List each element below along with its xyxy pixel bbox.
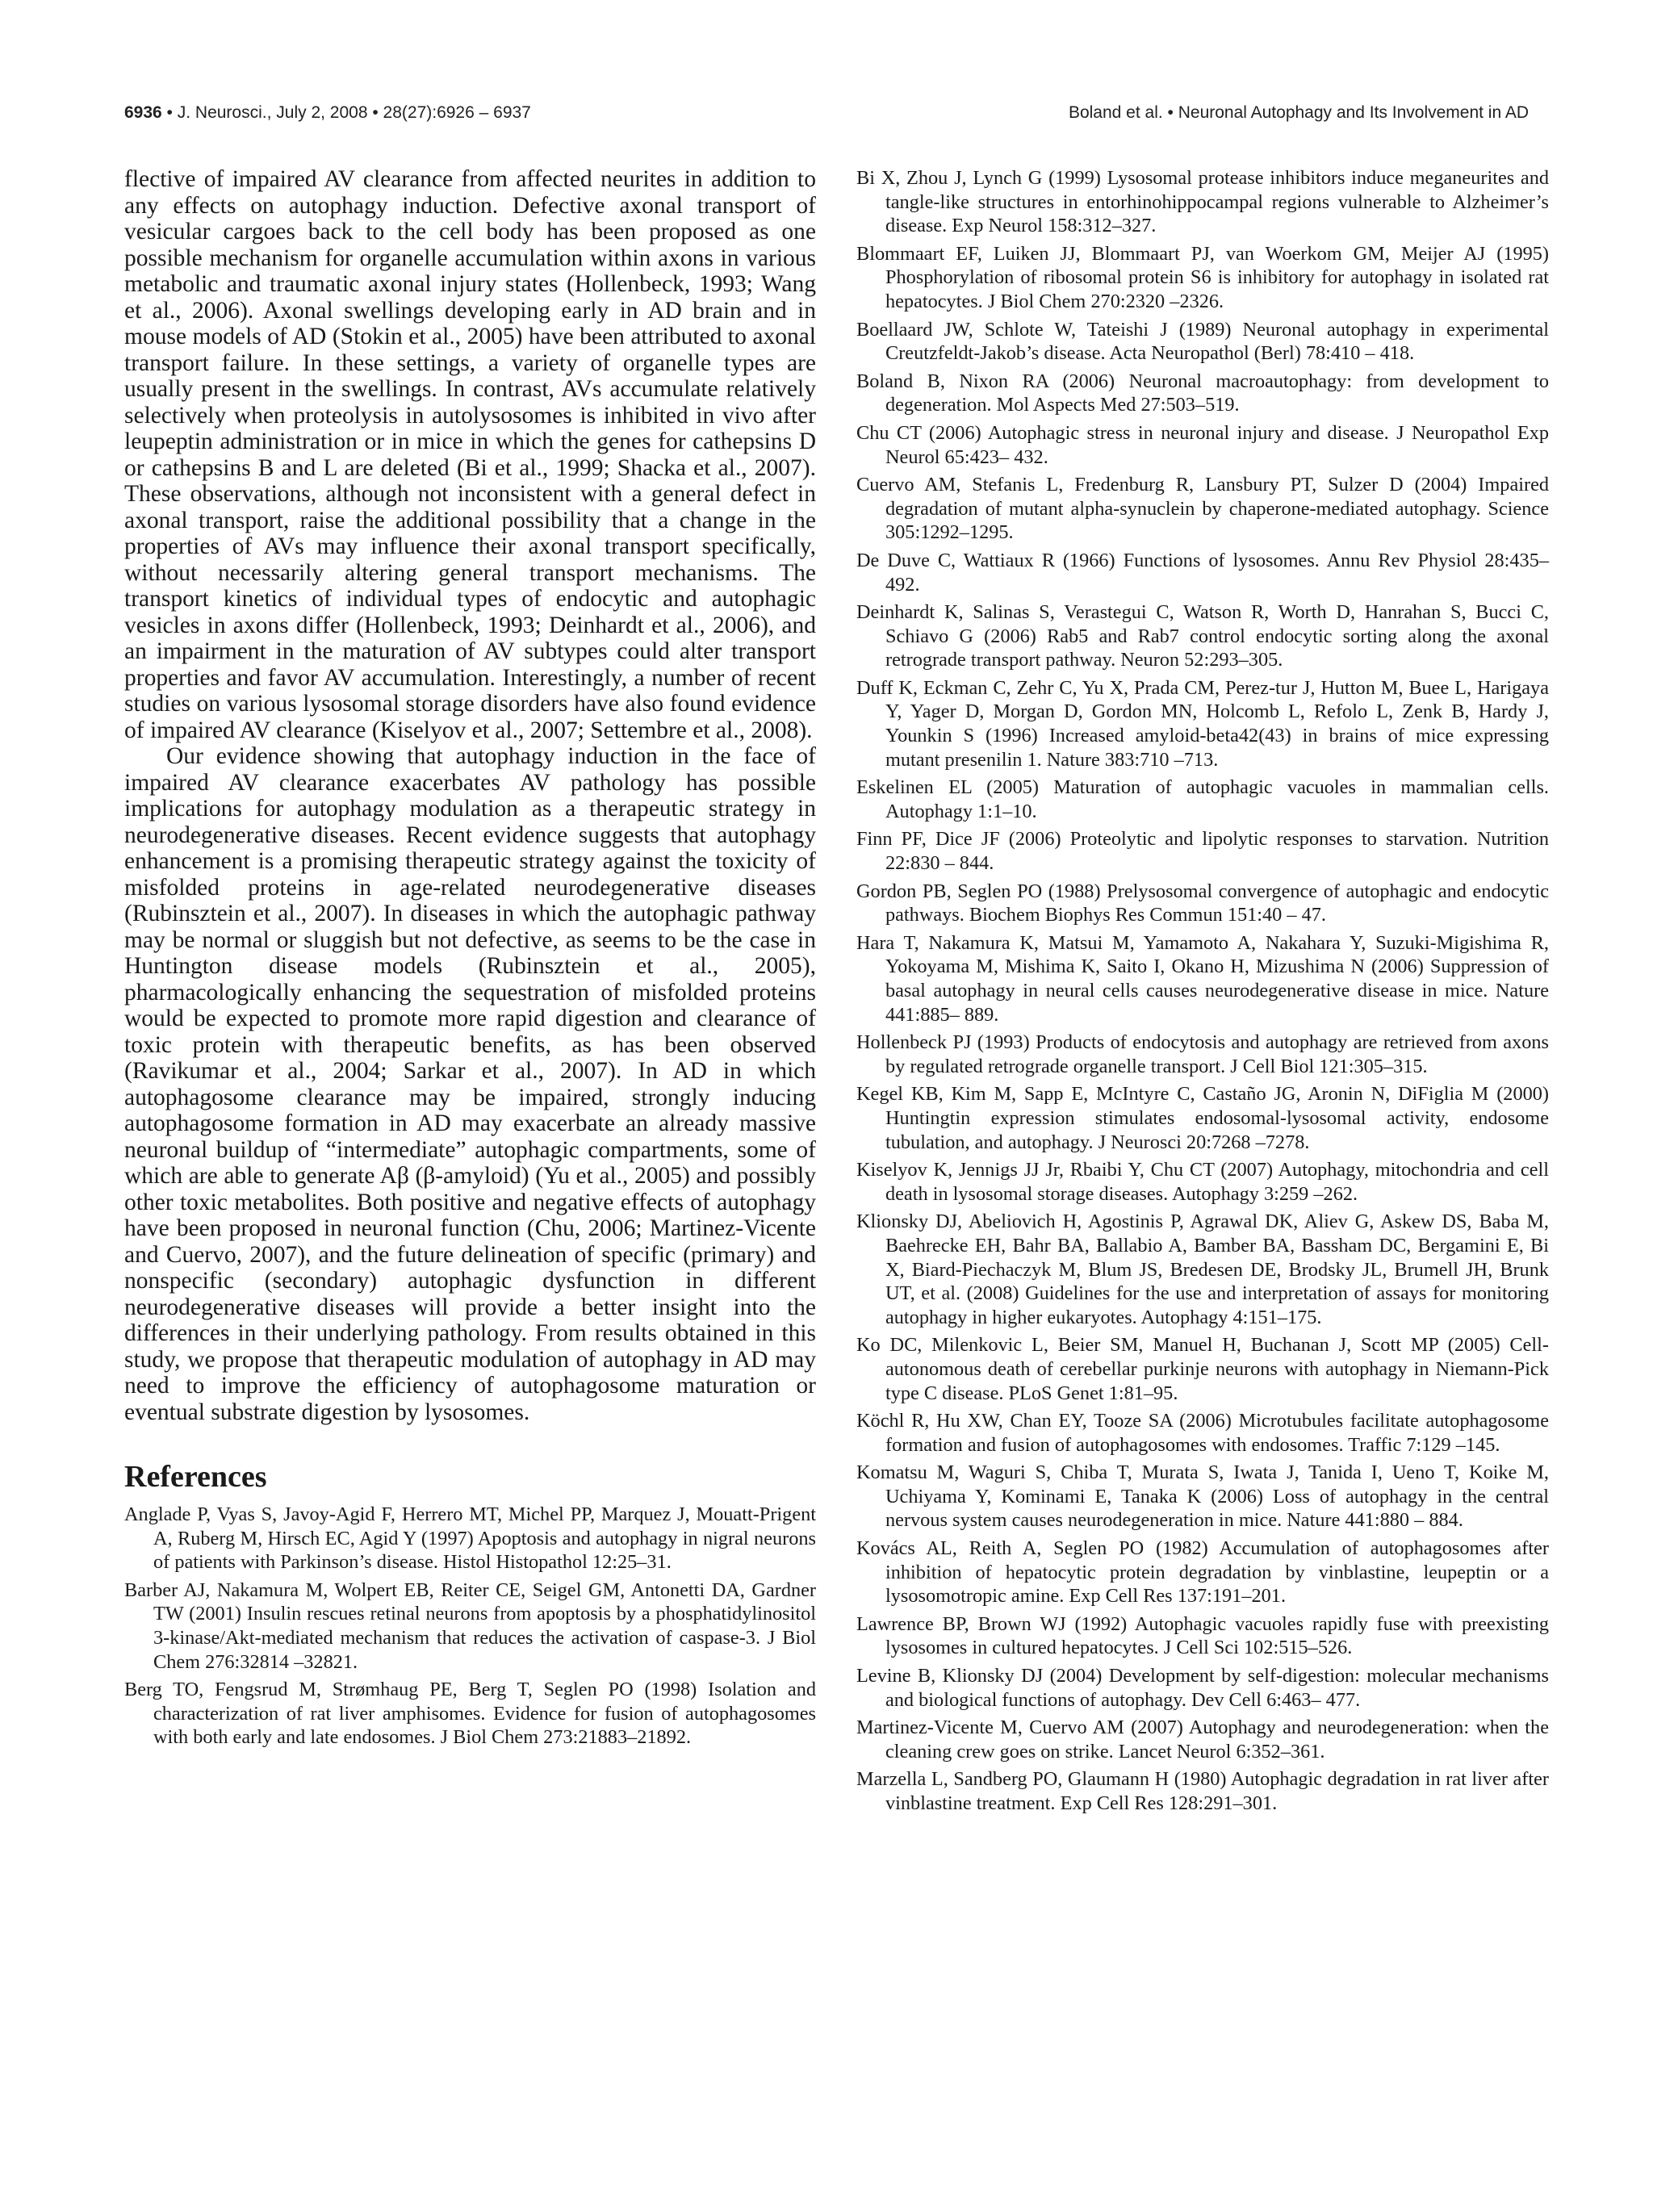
- reference-item: Gordon PB, Seglen PO (1988) Prelysosomal convergence of autophagic and endocytic pathways. Biochem Biophys Res Commun 151:40 – 47.: [856, 880, 1549, 926]
- reference-item: Hollenbeck PJ (1993) Products of endocytosis and autophagy are retrieved from axons by regulated retrograde organelle transport. J Cell Biol 121:305–315.: [856, 1031, 1549, 1077]
- reference-item: Martinez-Vicente M, Cuervo AM (2007) Autophagy and neurodegeneration: when the cleaning crew goes on strike. Lancet Neurol 6:352–361.: [856, 1716, 1549, 1762]
- reference-item: Bi X, Zhou J, Lynch G (1999) Lysosomal protease inhibitors induce meganeurites and tangle-like structures in entorhinohippocampal regions vulnerable to Alzheimer’s disease. Exp Neurol 158:312–327.: [856, 167, 1549, 237]
- reference-item: Lawrence BP, Brown WJ (1992) Autophagic vacuoles rapidly fuse with preexisting lysosomes in cultured hepatocytes. J Cell Sci 102:515–526.: [856, 1612, 1549, 1659]
- reference-item: Kovács AL, Reith A, Seglen PO (1982) Accumulation of autophagosomes after inhibition of hepatocytic protein degradation by vinblastine, leupeptin or a lysosomotropic amine. Exp Cell Res 137:191–201.: [856, 1537, 1549, 1608]
- reference-item: Cuervo AM, Stefanis L, Fredenburg R, Lansbury PT, Sulzer D (2004) Impaired degradation of mutant alpha-synuclein by chaperone-mediated autophagy. Science 305:1292–1295.: [856, 474, 1549, 544]
- references-list-right: [856, 166, 1549, 1816]
- reference-item: Komatsu M, Waguri S, Chiba T, Murata S, Iwata J, Tanida I, Ueno T, Koike M, Uchiyama Y, Kominami E, Tanaka K (2006) Loss of autophagy in the central nervous system causes neurodegeneration in mice. Nature 441:880 – 884.: [856, 1461, 1549, 1532]
- page-header: [124, 103, 1529, 136]
- reference-item: De Duve C, Wattiaux R (1966) Functions of lysosomes. Annu Rev Physiol 28:435– 492.: [856, 549, 1549, 596]
- reference-item: Duff K, Eckman C, Zehr C, Yu X, Prada CM, Perez-tur J, Hutton M, Buee L, Harigaya Y, Yager D, Morgan D, Gordon MN, Holcomb L, Refolo L, Zenk B, Hardy J, Younkin S (1996) Increased amyloid-beta42(43) in brains of mice expressing mutant presenilin 1. Nature 383:710 –713.: [856, 676, 1549, 771]
- reference-item: Kiselyov K, Jennigs JJ Jr, Rbaibi Y, Chu CT (2007) Autophagy, mitochondria and cell death in lysosomal storage diseases. Autophagy 3:259 –262.: [856, 1159, 1549, 1205]
- journal-citation: • J. Neurosci., July 2, 2008 • 28(27):6926 – 6937: [161, 103, 531, 122]
- reference-item: Kegel KB, Kim M, Sapp E, McIntyre C, Castaño JG, Aronin N, DiFiglia M (2000) Huntingtin expression stimulates endosomal-lysosomal activity, endosome tubulation, and autophagy. J Neurosci 20:7268 –7278.: [856, 1083, 1549, 1153]
- left-column: [124, 166, 816, 1754]
- reference-item: Hara T, Nakamura K, Matsui M, Yamamoto A, Nakahara Y, Suzuki-Migishima R, Yokoyama M, Mishima K, Saito I, Okano H, Mizushima N (2006) Suppression of basal autophagy in neural cells causes neurodegenerative disease in mice. Nature 441:885– 889.: [856, 931, 1549, 1026]
- reference-item: Boland B, Nixon RA (2006) Neuronal macroautophagy: from development to degeneration. Mol Aspects Med 27:503–519.: [856, 370, 1549, 416]
- reference-item: Deinhardt K, Salinas S, Verastegui C, Watson R, Worth D, Hanrahan S, Bucci C, Schiavo G (2006) Rab5 and Rab7 control endocytic sorting along the axonal retrograde transport pathway. Neuron 52:293–305.: [856, 601, 1549, 671]
- reference-item: Eskelinen EL (2005) Maturation of autophagic vacuoles in mammalian cells. Autophagy 1:1–10.: [856, 776, 1549, 822]
- running-title: Boland et al. • Neuronal Autophagy and Its Involvement in AD: [1068, 103, 1529, 122]
- reference-item: Blommaart EF, Luiken JJ, Blommaart PJ, van Woerkom GM, Meijer AJ (1995) Phosphorylation of ribosomal protein S6 is inhibitory for autophagy in isolated rat hepatocytes. J Biol Chem 270:2320 –2326.: [856, 242, 1549, 312]
- reference-item: Barber AJ, Nakamura M, Wolpert EB, Reiter CE, Seigel GM, Antonetti DA, Gardner TW (2001) Insulin rescues retinal neurons from apoptosis by a phosphatidylinositol 3-kinase/Akt-mediated mechanism that reduces the activation of caspase-3. J Biol Chem 276:32814 –32821.: [124, 1579, 816, 1673]
- discussion-text: [124, 166, 816, 1425]
- reference-item: Ko DC, Milenkovic L, Beier SM, Manuel H, Buchanan J, Scott MP (2005) Cell-autonomous death of cerebellar purkinje neurons with autophagy in Niemann-Pick type C disease. PLoS Genet 1:81–95.: [856, 1334, 1549, 1404]
- references-heading: References: [124, 1460, 267, 1494]
- reference-item: Klionsky DJ, Abeliovich H, Agostinis P, Agrawal DK, Aliev G, Askew DS, Baba M, Baehrecke EH, Bahr BA, Ballabio A, Bamber BA, Bassham DC, Bergamini E, Bi X, Biard-Piechaczyk M, Blum JS, Bredesen DE, Brodsky JL, Brumell JH, Brunk UT, et al. (2008) Guidelines for the use and interpretation of assays for monitoring autophagy in higher eukaryotes. Autophagy 4:151–175.: [856, 1211, 1549, 1328]
- body-paragraph: Our evidence showing that autophagy induction in the face of impaired AV clearance exacerbates AV pathology has possible implications for autophagy modulation as a therapeutic strategy in neurodegenerative diseases. Recent evidence suggests that autophagy enhancement is a promising therapeutic strategy against the toxicity of misfolded proteins in age-related neurodegenerative diseases (Rubinsztein et al., 2007). In diseases in which the autophagic pathway may be normal or sluggish but not defective, as seems to be the case in Huntington disease models (Rubinsztein et al., 2005), pharmacologically enhancing the sequestration of misfolded proteins would be expected to promote more rapid digestion and clearance of toxic protein with therapeutic benefits, as has been observed (Ravikumar et al., 2004; Sarkar et al., 2007). In AD in which autophagosome clearance may be impaired, strongly inducing autophagosome formation in AD may exacerbate an already massive neuronal buildup of “intermediate” autophagic compartments, some of which are able to generate Aβ (β-amyloid) (Yu et al., 2005) and possibly other toxic metabolites. Both positive and negative effects of autophagy have been proposed in neuronal function (Chu, 2006; Martinez-Vicente and Cuervo, 2007), and the future delineation of specific (primary) and nonspecific (secondary) autophagic dysfunction in different neurodegenerative diseases will provide a better insight into the differences in their underlying pathology. From results obtained in this study, we propose that therapeutic modulation of autophagy in AD may need to improve the efficiency of autophagosome maturation or eventual substrate digestion by lysosomes.: [124, 743, 816, 1425]
- reference-item: Boellaard JW, Schlote W, Tateishi J (1989) Neuronal autophagy in experimental Creutzfeldt-Jakob’s disease. Acta Neuropathol (Berl) 78:410 – 418.: [856, 318, 1549, 365]
- reference-item: Berg TO, Fengsrud M, Strømhaug PE, Berg T, Seglen PO (1998) Isolation and characterization of rat liver amphisomes. Evidence for fusion of autophagosomes with both early and late endosomes. J Biol Chem 273:21883–21892.: [124, 1679, 816, 1749]
- reference-item: Levine B, Klionsky DJ (2004) Development by self-digestion: molecular mechanisms and biological functions of autophagy. Dev Cell 6:463– 477.: [856, 1665, 1549, 1711]
- body-paragraph: flective of impaired AV clearance from affected neurites in addition to any effects on autophagy induction. Defective axonal transport of vesicular cargoes back to the cell body has been proposed as one possible mechanism for organelle accumulation within axons in various metabolic and traumatic axonal injury states (Hollenbeck, 1993; Wang et al., 2006). Axonal swellings developing early in AD brain and in mouse models of AD (Stokin et al., 2005) have been attributed to axonal transport failure. In these settings, a variety of organelle types are usually present in the swellings. In contrast, AVs accumulate relatively selectively when proteolysis in autolysosomes is inhibited in vivo after leupeptin administration or in mice in which the genes for cathepsins D or cathepsins B and L are deleted (Bi et al., 1999; Shacka et al., 2007). These observations, although not inconsistent with a general defect in axonal transport, raise the additional possibility that a change in the properties of AVs may influence their axonal transport specifically, without necessarily altering general transport mechanisms. The transport kinetics of individual types of endocytic and autophagic vesicles in axons differ (Hollenbeck, 1993; Deinhardt et al., 2006), and an impairment in the maturation of AV subtypes could alter transport properties and favor AV accumulation. Interestingly, a number of recent studies on various lysosomal storage disorders have also found evidence of impaired AV clearance (Kiselyov et al., 2007; Settembre et al., 2008).: [124, 166, 816, 743]
- references-list-left: [124, 1503, 816, 1750]
- reference-item: Chu CT (2006) Autophagic stress in neuronal injury and disease. J Neuropathol Exp Neurol 65:423– 432.: [856, 421, 1549, 468]
- reference-item: Marzella L, Sandberg PO, Glaumann H (1980) Autophagic degradation in rat liver after vinblastine treatment. Exp Cell Res 128:291–301.: [856, 1768, 1549, 1814]
- reference-item: Köchl R, Hu XW, Chan EY, Tooze SA (2006) Microtubules facilitate autophagosome formation and fusion of autophagosomes with endosomes. Traffic 7:129 –145.: [856, 1410, 1549, 1456]
- right-column: [856, 166, 1549, 1820]
- header-citation: [124, 103, 531, 123]
- reference-item: Anglade P, Vyas S, Javoy-Agid F, Herrero MT, Michel PP, Marquez J, Mouatt-Prigent A, Ruberg M, Hirsch EC, Agid Y (1997) Apoptosis and autophagy in nigral neurons of patients with Parkinson’s disease. Histol Histopathol 12:25–31.: [124, 1503, 816, 1574]
- reference-item: Finn PF, Dice JF (2006) Proteolytic and lipolytic responses to starvation. Nutrition 22:830 – 844.: [856, 828, 1549, 875]
- page-number: 6936: [124, 103, 162, 122]
